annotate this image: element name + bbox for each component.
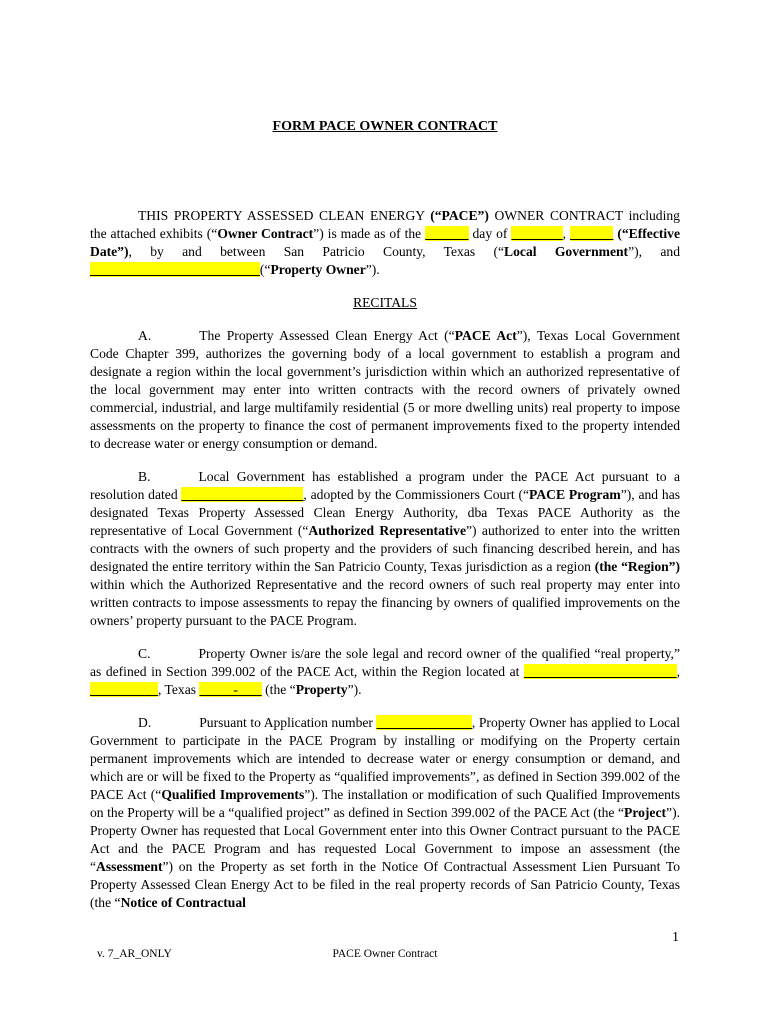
recital-d-label: D. (138, 715, 152, 730)
intro-text: THIS PROPERTY ASSESSED CLEAN ENERGY (138, 208, 431, 223)
recital-d (90, 714, 680, 912)
property-zip-blank[interactable]: - (199, 682, 262, 697)
footer-version: v. 7_AR_ONLY (97, 948, 172, 960)
resolution-date-blank[interactable] (181, 487, 303, 502)
page-number: 1 (672, 930, 679, 945)
intro-bold: Local Government (504, 244, 629, 259)
recital-text: The Property Assessed Clean Energy Act (“ (199, 328, 455, 343)
recital-text: ”) authorized to enter into the written contracts with the owners of such property and the providers of such financing described herein, and has designated the entire territory within the San Patricio County, Texas jurisdiction as a region (90, 523, 681, 574)
recital-text: within which the Authorized Representative and the record owners of such real property may enter into written contracts to impose assessments to repay the financing by owners of qualified improvements on the owners’ property pursuant to the PACE Program. (90, 577, 680, 628)
intro-text: ”) is made as of the (313, 226, 426, 241)
recital-text: , (676, 664, 680, 679)
recital-b (90, 468, 680, 630)
footer-title: PACE Owner Contract (332, 948, 438, 960)
recital-b-label: B. (138, 469, 151, 484)
recital-bold: Qualified Improvements (161, 787, 305, 802)
contract-year-blank[interactable] (570, 226, 613, 241)
recital-bold: Authorized Representative (308, 523, 467, 538)
recital-text: ”), and has designated Texas Property Assessed Clean Energy Authority, dba Texas PACE Authority as the representative of Local Government (“ (90, 487, 681, 538)
recital-text: , Property Owner has applied to Local Government to participate in the PACE Program by installing or modifying on the Property certain permanent improvements which are intended to decrease water or energy consumption or demand, and which are or will be fixed to the Property as “qualified improvements”, as defined in Section 399.002 of the PACE Act (“ (90, 715, 680, 802)
recital-a (90, 327, 680, 453)
property-city-blank[interactable] (90, 682, 158, 697)
recital-c-label: C. (138, 646, 151, 661)
recital-text: Pursuant to Application number (199, 715, 377, 730)
intro-text: (“ (259, 262, 271, 277)
recital-c (90, 645, 680, 699)
recital-bold: Assessment (96, 859, 163, 874)
recital-bold: Property (295, 682, 348, 697)
contract-day-blank[interactable] (425, 226, 468, 241)
intro-text: day of (468, 226, 512, 241)
property-owner-blank[interactable] (90, 262, 260, 277)
recital-text: , Texas (157, 682, 200, 697)
intro-text: ”). (365, 262, 380, 277)
document-body (90, 207, 680, 927)
intro-bold: (“PACE”) (430, 208, 489, 223)
property-address-blank[interactable] (524, 664, 677, 679)
intro-text: , by and between San Patricio County, Texas (“ (128, 244, 505, 259)
recital-text: ”) on the Property as set forth in the Notice Of Contractual Assessment Lien Pursuant To Property Assessed Clean Energy Act to be filed in the real property records of San Patricio County, Texas (the “ (90, 859, 680, 910)
intro-text: OWNER CONTRACT including the attached exhibits (“ (90, 208, 680, 241)
intro-paragraph (90, 207, 680, 279)
recital-bold: PACE Program (529, 487, 621, 502)
recital-text: ”). (347, 682, 362, 697)
recital-text: ”). The installation or modification of such Qualified Improvements on the Property will be a “qualified project” as defined in Section 399.002 of the PACE Act (the “ (90, 787, 680, 820)
intro-text: , (562, 226, 570, 241)
recital-text: , adopted by the Commissioners Court (“ (303, 487, 530, 502)
recital-a-label: A. (138, 328, 152, 343)
recital-text: ”), Texas Local Government Code Chapter 399, authorizes the governing body of a local government to establish a program and designate a region within the local government’s jurisdiction within which an authorized representative of the local government may enter into written contracts with the record owners of privately owned commercial, industrial, and large multifamily residential (5 or more dwelling units) real property to impose assessments on the property to finance the cost of permanent improvements fixed to the property intended to decrease water or energy consumption or demand. (90, 328, 680, 451)
intro-text: ”), and (628, 244, 681, 259)
recital-bold: (the “Region”) (594, 559, 680, 574)
intro-bold: Property Owner (270, 262, 366, 277)
recital-text: ”). Property Owner has requested that Local Government enter into this Owner Contract pursuant to the PACE Act and the PACE Program and has requested Local Government to impose an assessment (the “ (90, 805, 680, 874)
recital-text: Property Owner is/are the sole legal and record owner of the qualified “real property,” as defined in Section 399.002 of the PACE Act, within the Region located at (90, 646, 680, 679)
recital-bold: Project (624, 805, 667, 820)
recital-bold: Notice of Contractual (120, 895, 246, 910)
intro-bold: (“Effective Date”) (90, 226, 681, 259)
contract-month-blank[interactable] (511, 226, 562, 241)
recitals-heading: RECITALS (353, 295, 417, 310)
recital-text: (the “ (261, 682, 296, 697)
recital-bold: PACE Act (454, 328, 517, 343)
recital-text: Local Government has established a program under the PACE Act pursuant to a resolution dated (90, 469, 680, 502)
intro-bold: Owner Contract (217, 226, 314, 241)
document-title: FORM PACE OWNER CONTRACT (272, 119, 498, 134)
application-number-blank[interactable] (376, 715, 471, 730)
